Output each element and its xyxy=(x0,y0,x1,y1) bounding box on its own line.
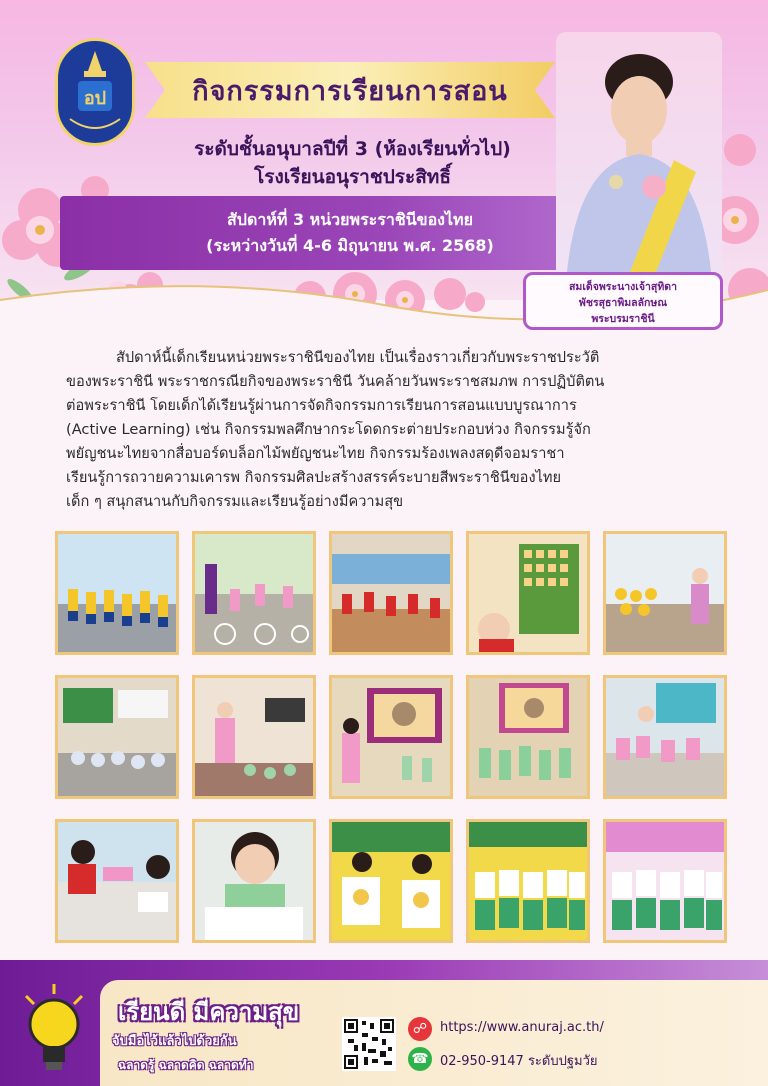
body-line: (Active Learning) เช่น กิจกรรมพลศึกษากระโดดกระต่ายประกอบห่วง กิจกรรมรู้จัก xyxy=(66,421,591,438)
week-dates: (ระหว่างวันที่ 4-6 มิถุนายน พ.ศ. 2568) xyxy=(206,236,494,255)
body-line: ต่อพระราชินี โดยเด็กได้เรียนรู้ผ่านการจัดกิจกรรมการเรียนการสอนแบบบูรณาการ xyxy=(66,397,577,414)
activity-photo xyxy=(192,675,316,799)
activity-photo xyxy=(603,675,727,799)
week-title: สัปดาห์ที่ 3 หน่วยพระราชินีของไทย xyxy=(227,210,473,229)
body-line: ของพระราชินี พระราชกรณียกิจของพระราชินี วันคล้ายวันพระราชสมภพ การปฏิบัติตน xyxy=(66,373,605,390)
activity-photo xyxy=(192,819,316,943)
phone-icon: ☎ xyxy=(408,1047,432,1071)
body-line: เรียนรู้การถวายความเคารพ กิจกรรมศิลปะสร้างสรรค์ระบายสีพระราชินีของไทย xyxy=(66,469,562,486)
link-icon: ☍ xyxy=(408,1017,432,1041)
school-emblem-icon xyxy=(58,41,132,143)
activity-photo xyxy=(55,675,179,799)
portrait-image xyxy=(556,32,722,282)
footer-slogan: เรียนดี มีความสุข xyxy=(118,998,300,1026)
activity-photo xyxy=(192,531,316,655)
activity-photo xyxy=(603,819,727,943)
activity-photo xyxy=(329,819,453,943)
qr-code-icon[interactable] xyxy=(342,1017,396,1071)
footer-slogan-3: ฉลาดรู้ ฉลาดคิด ฉลาดทำ xyxy=(118,1058,254,1072)
portrait-caption xyxy=(523,272,723,330)
photo-grid xyxy=(55,531,727,946)
body-line: สัปดาห์นี้เด็กเรียนหน่วยพระราชินีของไทย เป็นเรื่องราวเกี่ยวกับพระราชประวัติ xyxy=(116,349,600,366)
activity-photo xyxy=(55,531,179,655)
activity-photo xyxy=(55,819,179,943)
page-title: กิจกรรมการเรียนการสอน xyxy=(192,75,508,107)
svg-text:อป: อป xyxy=(83,88,107,109)
school-logo xyxy=(55,38,135,146)
school-name: โรงเรียนอนุราชประสิทธิ์ xyxy=(254,166,451,188)
caption-line-1: สมเด็จพระนางเจ้าสุทิดา xyxy=(569,281,677,293)
footer-slogan-2: จับมือไว้แล้วไปด้วยกัน xyxy=(112,1034,237,1049)
body-paragraph xyxy=(66,346,716,514)
class-level: ระดับชั้นอนุบาลปีที่ 3 (ห้องเรียนทั่วไป) xyxy=(194,138,511,160)
website-link[interactable]: https://www.anuraj.ac.th/ xyxy=(440,1020,604,1035)
activity-photo xyxy=(329,531,453,655)
caption-line-3: พระบรมราชินี xyxy=(591,313,655,325)
activity-photo xyxy=(603,531,727,655)
queen-portrait xyxy=(556,32,722,282)
activity-photo xyxy=(329,675,453,799)
activity-photo xyxy=(466,531,590,655)
activity-photo xyxy=(466,675,590,799)
body-line: เด็ก ๆ สนุกสนานกับกิจกรรมและเรียนรู้อย่างมีความสุข xyxy=(66,493,404,510)
body-line: พยัญชนะไทยจากสื่อบอร์ดบล็อกไม้พยัญชนะไทย กิจกรรมร้องเพลงสดุดีจอมราชา xyxy=(66,445,565,462)
activity-photo xyxy=(466,819,590,943)
caption-line-2: พัชรสุธาพิมลลักษณ xyxy=(578,297,668,309)
phone-number[interactable]: 02-950-9147 ระดับปฐมวัย xyxy=(440,1054,598,1069)
lightbulb-icon xyxy=(18,982,90,1078)
